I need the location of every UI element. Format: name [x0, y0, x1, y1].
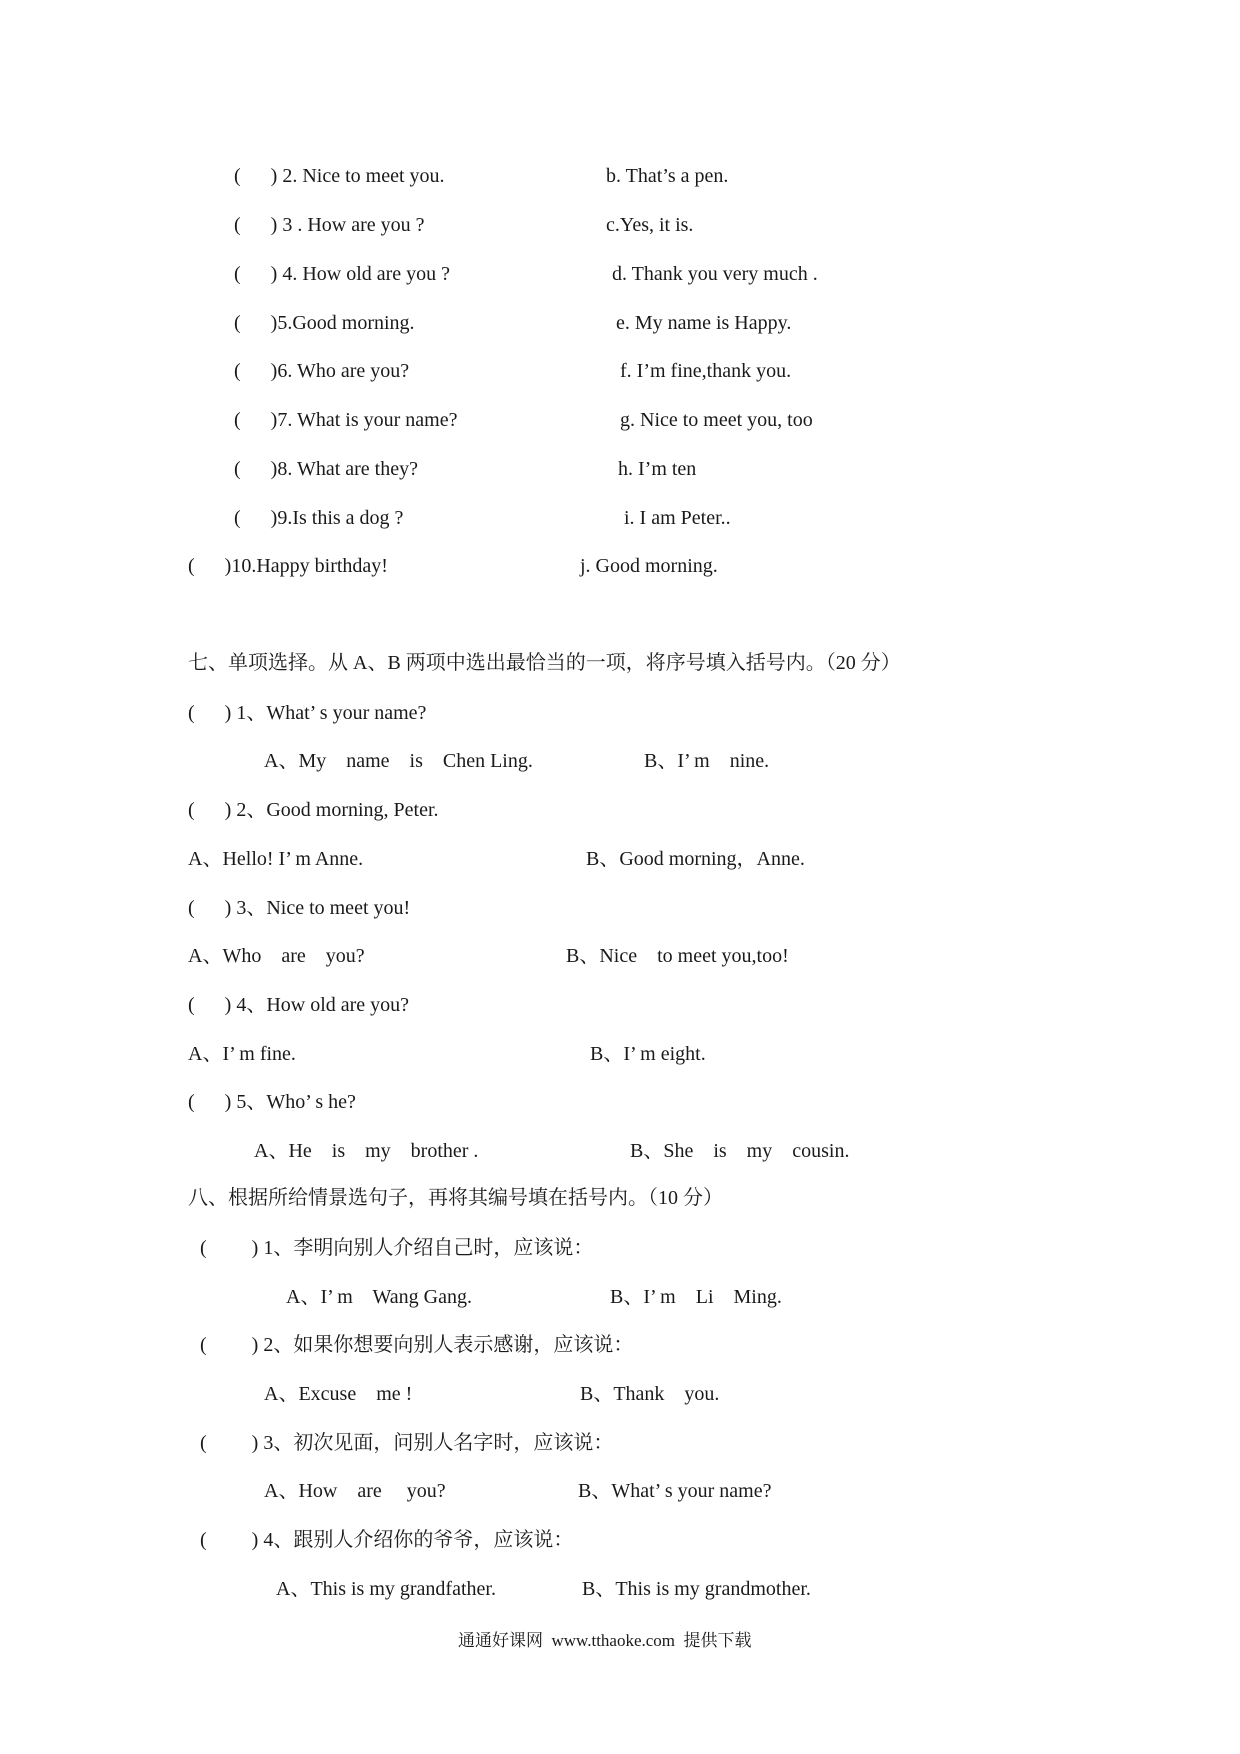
match-question-8: ( )8. What are they? — [234, 458, 418, 480]
s7-question-2: ( ) 2、Good morning, Peter. — [188, 799, 439, 821]
match-answer-g: g. Nice to meet you, too — [620, 409, 813, 431]
s8-option-a-1: A、I’ m Wang Gang. — [286, 1286, 472, 1308]
s7-option-b-4: B、I’ m eight. — [590, 1043, 706, 1065]
s7-option-a-5: A、He is my brother . — [254, 1140, 479, 1162]
s7-question-3: ( ) 3、Nice to meet you! — [188, 897, 411, 919]
match-answer-d: d. Thank you very much . — [612, 263, 818, 285]
s7-option-b-2: B、Good morning，Anne. — [586, 848, 805, 870]
match-question-4: ( ) 4. How old are you ? — [234, 263, 451, 285]
match-question-3: ( ) 3 . How are you ? — [234, 214, 425, 236]
s7-option-b-1: B、I’ m nine. — [644, 750, 770, 772]
match-question-10: ( )10.Happy birthday! — [188, 555, 388, 577]
match-question-6: ( )6. Who are you? — [234, 360, 410, 382]
s7-option-a-4: A、I’ m fine. — [188, 1043, 296, 1065]
s8-option-b-2: B、Thank you. — [580, 1383, 720, 1405]
s8-option-b-3: B、What’ s your name? — [578, 1480, 772, 1502]
match-question-9: ( )9.Is this a dog ? — [234, 507, 404, 529]
match-answer-f: f. I’m fine,thank you. — [620, 360, 792, 382]
s8-question-3: ( ) 3、初次见面，问别人名字时，应该说： — [200, 1432, 614, 1454]
s7-option-a-2: A、Hello! I’ m Anne. — [188, 848, 364, 870]
match-question-5: ( )5.Good morning. — [234, 312, 415, 334]
match-answer-j: j. Good morning. — [580, 555, 718, 577]
s8-option-b-4: B、This is my grandmother. — [582, 1578, 811, 1600]
s7-option-a-1: A、My name is Chen Ling. — [264, 750, 533, 772]
s8-question-2: ( ) 2、如果你想要向别人表示感谢，应该说： — [200, 1334, 634, 1356]
match-question-2: ( ) 2. Nice to meet you. — [234, 165, 445, 187]
section8-title: 八、根据所给情景选句子，再将其编号填在括号内。（10 分） — [188, 1187, 723, 1209]
s8-option-a-4: A、This is my grandfather. — [276, 1578, 496, 1600]
s8-option-b-1: B、I’ m Li Ming. — [610, 1286, 782, 1308]
match-answer-h: h. I’m ten — [618, 458, 697, 480]
s7-option-b-5: B、She is my cousin. — [630, 1140, 850, 1162]
s8-option-a-3: A、How are you? — [264, 1480, 446, 1502]
match-answer-c: c.Yes, it is. — [606, 214, 694, 236]
s7-question-5: ( ) 5、Who’ s he? — [188, 1091, 356, 1113]
match-answer-e: e. My name is Happy. — [616, 312, 792, 334]
s8-option-a-2: A、Excuse me ! — [264, 1383, 413, 1405]
match-answer-i: i. I am Peter.. — [624, 507, 731, 529]
section7-title: 七、单项选择。从 A、B 两项中选出最恰当的一项，将序号填入括号内。（20 分） — [188, 652, 901, 674]
match-question-7: ( )7. What is your name? — [234, 409, 458, 431]
s8-question-1: ( ) 1、李明向别人介绍自己时，应该说： — [200, 1237, 594, 1259]
s7-option-b-3: B、Nice to meet you,too! — [566, 945, 789, 967]
s7-question-1: ( ) 1、What’ s your name? — [188, 702, 427, 724]
s8-question-4: ( ) 4、跟别人介绍你的爷爷，应该说： — [200, 1529, 574, 1551]
match-answer-b: b. That’s a pen. — [606, 165, 729, 187]
s7-option-a-3: A、Who are you? — [188, 945, 365, 967]
footer-source: 通通好课网 www.tthaoke.com 提供下载 — [458, 1631, 752, 1650]
s7-question-4: ( ) 4、How old are you? — [188, 994, 410, 1016]
